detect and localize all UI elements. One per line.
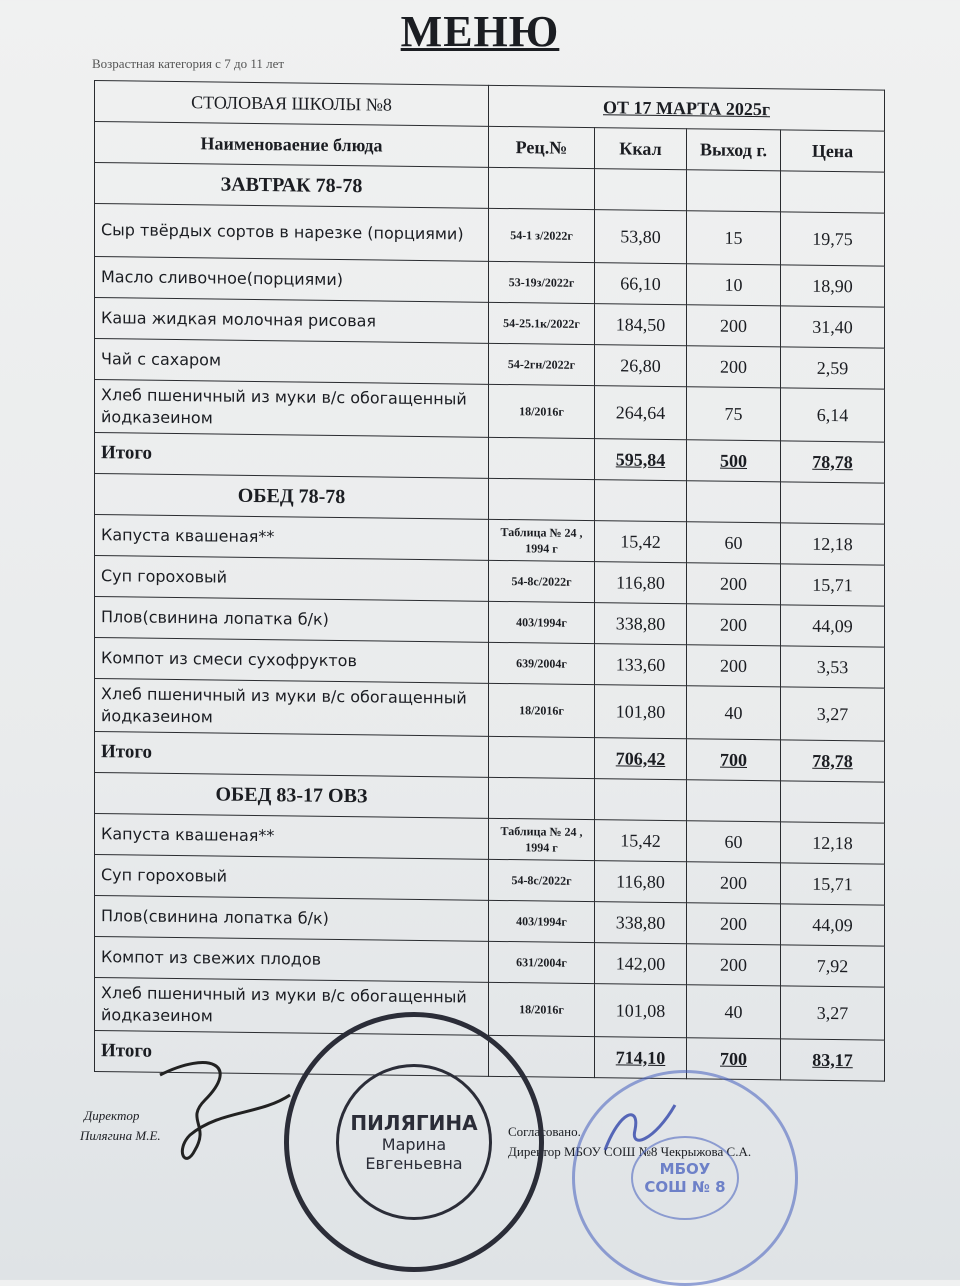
- dish-name: Капуста квашеная**: [95, 515, 489, 561]
- price-value: 3,53: [781, 646, 885, 688]
- yield-value: 200: [687, 604, 781, 646]
- school-director: Директор МБОУ СОШ №8 Чекрыжова С.А.: [508, 1144, 752, 1159]
- kcal-value: 53,80: [595, 210, 687, 264]
- kcal-value: 133,60: [595, 644, 687, 686]
- total-kcal: 714,10: [595, 1037, 687, 1079]
- recipe-number: 54-8с/2022г: [489, 859, 595, 901]
- empty-cell: [489, 736, 595, 778]
- menu-date: ОТ 17 МАРТА 2025г: [489, 85, 885, 131]
- section-title: ОБЕД 83-17 ОВЗ: [95, 773, 489, 819]
- empty-cell: [781, 171, 885, 213]
- dish-name: Масло сливочное(порциями): [95, 257, 489, 303]
- price-value: 6,14: [781, 388, 885, 442]
- price-value: 31,40: [781, 306, 885, 348]
- dish-name: Компот из смеси сухофруктов: [95, 638, 489, 684]
- dish-name: Капуста квашеная**: [95, 814, 489, 860]
- dish-name: Чай с сахаром: [95, 339, 489, 385]
- recipe-number: Таблица № 24 , 1994 г: [489, 519, 595, 561]
- empty-cell: [781, 482, 885, 524]
- total-label: Итого: [95, 732, 489, 778]
- school-stamp-line-2: СОШ № 8: [644, 1178, 726, 1196]
- section-title: ЗАВТРАК 78-78: [95, 163, 489, 209]
- total-label: Итого: [95, 1031, 489, 1077]
- yield-value: 200: [687, 944, 781, 986]
- recipe-number: 403/1994г: [489, 900, 595, 942]
- agreed-label: Согласовано.: [508, 1124, 581, 1139]
- total-yield: 500: [687, 440, 781, 482]
- recipe-number: 54-25.1к/2022г: [489, 302, 595, 344]
- dish-name: Каша жидкая молочная рисовая: [95, 298, 489, 344]
- total-price: 78,78: [781, 441, 885, 483]
- empty-cell: [687, 481, 781, 523]
- dish-name: Плов(свинина лопатка б/к): [95, 896, 489, 942]
- kcal-value: 26,80: [595, 345, 687, 387]
- table-row: [95, 679, 885, 742]
- kcal-value: 101,80: [595, 685, 687, 739]
- recipe-number: 18/2016г: [489, 982, 595, 1036]
- price-value: 3,27: [781, 986, 885, 1040]
- kcal-value: 116,80: [595, 861, 687, 903]
- total-yield: 700: [687, 739, 781, 781]
- empty-cell: [595, 169, 687, 211]
- recipe-number: 18/2016г: [489, 384, 595, 438]
- dish-name: Суп гороховый: [95, 855, 489, 901]
- recipe-number: 639/2004г: [489, 642, 595, 684]
- yield-value: 10: [687, 264, 781, 306]
- yield-value: 200: [687, 305, 781, 347]
- col-recipe: Рец.№: [489, 126, 595, 168]
- total-label: Итого: [95, 433, 489, 479]
- age-category: Возрастная категория с 7 до 11 лет: [92, 56, 285, 71]
- yield-value: 40: [687, 985, 781, 1039]
- price-value: 19,75: [781, 212, 885, 266]
- yield-value: 15: [687, 211, 781, 265]
- stamp-name-3: Евгеньевна: [365, 1154, 463, 1173]
- dish-name: Сыр твёрдых сортов в нарезке (порциями): [95, 204, 489, 262]
- menu-table: [94, 80, 885, 1082]
- recipe-number: 631/2004г: [489, 941, 595, 983]
- dish-name: Хлеб пшеничный из муки в/с обогащенный йодказеином: [95, 679, 489, 737]
- empty-cell: [489, 167, 595, 209]
- empty-cell: [489, 437, 595, 479]
- table-row: [95, 204, 885, 267]
- kcal-value: 116,80: [595, 562, 687, 604]
- empty-cell: [489, 478, 595, 520]
- recipe-number: 18/2016г: [489, 683, 595, 737]
- stamp-center: [336, 1064, 492, 1220]
- total-price: 83,17: [781, 1039, 885, 1081]
- kcal-value: 338,80: [595, 603, 687, 645]
- price-value: 12,18: [781, 822, 885, 864]
- price-value: 2,59: [781, 347, 885, 389]
- director-name: Пилягина М.Е.: [80, 1128, 161, 1143]
- dish-name: Плов(свинина лопатка б/к): [95, 597, 489, 643]
- kcal-value: 101,08: [595, 984, 687, 1038]
- page-title: МЕНЮ: [400, 7, 560, 56]
- director-title: Директор: [84, 1108, 140, 1123]
- price-value: 15,71: [781, 863, 885, 905]
- total-yield: 700: [687, 1038, 781, 1080]
- col-price: Цена: [781, 130, 885, 172]
- table-row: [95, 380, 885, 443]
- col-kcal: Ккал: [595, 128, 687, 170]
- empty-cell: [781, 781, 885, 823]
- stamp-name-2: Марина: [381, 1135, 447, 1154]
- empty-cell: [595, 779, 687, 821]
- yield-value: 200: [687, 862, 781, 904]
- entrepreneur-stamp: [284, 1012, 544, 1272]
- col-name: Наименоваение блюда: [95, 122, 489, 168]
- price-value: 44,09: [781, 605, 885, 647]
- empty-cell: [687, 170, 781, 212]
- col-yield: Выход г.: [687, 129, 781, 171]
- dish-name: Хлеб пшеничный из муки в/с обогащенный йодказеином: [95, 978, 489, 1036]
- kcal-value: 15,42: [595, 820, 687, 862]
- yield-value: 40: [687, 686, 781, 740]
- stamp-name-1: ПИЛЯГИНА: [350, 1111, 478, 1135]
- yield-value: 200: [687, 903, 781, 945]
- kcal-value: 338,80: [595, 902, 687, 944]
- recipe-number: 54-8с/2022г: [489, 560, 595, 602]
- total-kcal: 706,42: [595, 738, 687, 780]
- signature-right: [600, 1100, 680, 1160]
- yield-value: 200: [687, 645, 781, 687]
- price-value: 18,90: [781, 265, 885, 307]
- signature-left: [150, 1055, 300, 1175]
- dish-name: Суп гороховый: [95, 556, 489, 602]
- empty-cell: [595, 480, 687, 522]
- price-value: 15,71: [781, 564, 885, 606]
- kcal-value: 184,50: [595, 304, 687, 346]
- kcal-value: 66,10: [595, 263, 687, 305]
- yield-value: 75: [687, 387, 781, 441]
- recipe-number: Таблица № 24 , 1994 г: [489, 818, 595, 860]
- empty-cell: [489, 777, 595, 819]
- price-value: 7,92: [781, 945, 885, 987]
- empty-cell: [687, 780, 781, 822]
- recipe-number: 53-19з/2022г: [489, 261, 595, 303]
- price-value: 12,18: [781, 523, 885, 565]
- table-row: [95, 978, 885, 1041]
- kcal-value: 264,64: [595, 386, 687, 440]
- price-value: 3,27: [781, 687, 885, 741]
- school-stamp-line-1: МБОУ: [659, 1160, 711, 1178]
- total-price: 78,78: [781, 740, 885, 782]
- canteen-name: СТОЛОВАЯ ШКОЛЫ №8: [95, 81, 489, 127]
- dish-name: Компот из свежих плодов: [95, 937, 489, 983]
- yield-value: 200: [687, 563, 781, 605]
- dish-name: Хлеб пшеничный из муки в/с обогащенный йодказеином: [95, 380, 489, 438]
- recipe-number: 54-1 з/2022г: [489, 208, 595, 262]
- kcal-value: 15,42: [595, 521, 687, 563]
- yield-value: 60: [687, 821, 781, 863]
- total-kcal: 595,84: [595, 439, 687, 481]
- yield-value: 60: [687, 522, 781, 564]
- section-title: ОБЕД 78-78: [95, 474, 489, 520]
- price-value: 44,09: [781, 904, 885, 946]
- recipe-number: 54-2гн/2022г: [489, 343, 595, 385]
- yield-value: 200: [687, 346, 781, 388]
- kcal-value: 142,00: [595, 943, 687, 985]
- recipe-number: 403/1994г: [489, 601, 595, 643]
